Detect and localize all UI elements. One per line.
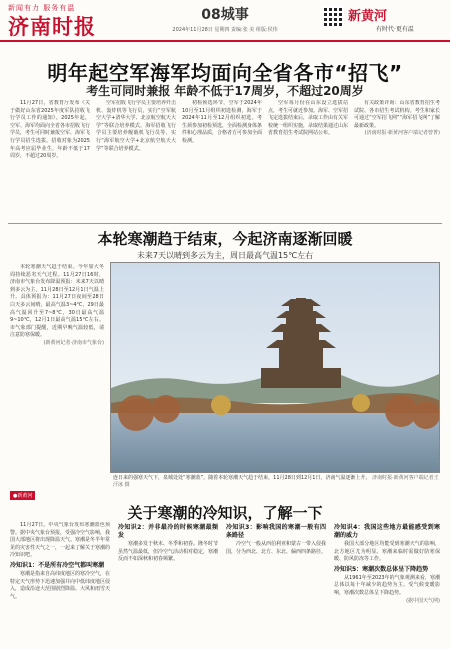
date-line: 2024年11月28日 星期四 责编:张 美 组版:侯伟: [172, 27, 278, 33]
story1-column-5: [354, 100, 440, 220]
story3-column-2: [118, 522, 218, 644]
caption-text: 连日来的强寒天气下，泉城处处“寒潮蓝”，随着本轮寒潮天气趋于结束，11月28日到12月1日，济南气温逐渐上升。: [113, 475, 371, 481]
section-title: 冷知识1：不是所有冷空气都叫寒潮: [10, 561, 105, 569]
story3-column-3: [226, 522, 326, 644]
section-text: 我国大部分地区均能受到寒潮天气的影响，北方地区尤为明显。寒潮来临时需做好防寒保暖、防风防冻等工作。: [334, 541, 440, 563]
story2-subhead: 未来7天以晴到多云为主，周日最高气温15℃左右: [136, 251, 314, 260]
story1-text: 空军招收飞行学员主要培养歼击机、轰炸机等飞行员，实行“空军航空大学+清华大学、北京航空航天大学”等联合培养模式。海军招收飞行学员主要培养舰载机飞行员等，实行“海军航空大学+北京航空航天大学”等联合培养模式。: [96, 100, 176, 152]
section-text: 从1961年至2023年的气象观测来看，寒潮总体以每十年减少的趋势为主。受气候变暖影响，寒潮次数总体呈下降趋势。: [334, 574, 440, 596]
story1-text: 有关政策详询：山东省教育招生考试院、各市招生考试机构。考生和家长可通过“空军招飞网”“海军招飞网”了解最新政策。: [354, 100, 440, 129]
story3-intro: 11月27日，中央气象台发布寒潮蓝色预警。据中央气象台预报，受强冷空气影响，我国大部地区将出现降温天气。寒潮是冬半年常见的灾害性天气之一，一起来了解关于寒潮的冷知识吧。: [10, 522, 110, 559]
story2-credit: (新黄河记者·济南市气象台): [43, 339, 104, 346]
story3-column-4: [334, 522, 440, 644]
masthead: [0, 0, 450, 42]
story3-column-1: [10, 522, 110, 644]
story1-column-2: [96, 100, 176, 220]
story3-credit: (据中国天气网): [406, 597, 440, 604]
story2-headline: 本轮寒潮趋于结束，今起济南逐渐回暖: [97, 230, 353, 248]
section-title: 冷知识3：影响我国的寒潮一般有四条路径: [226, 524, 326, 539]
story1-credit: (济南时报·新黄河客户端记者曾菁): [364, 130, 440, 137]
story1-column-4: [268, 100, 348, 220]
section-title: 冷知识5：寒潮次数总体呈下降趋势: [334, 565, 429, 573]
pagoda-lake-image: [111, 263, 440, 473]
photo-caption: [113, 475, 440, 489]
story2-body: [10, 264, 104, 478]
section-divider: [8, 223, 442, 224]
story1-headline: 明年起空军海军均面向全省各市“招飞”: [47, 61, 403, 85]
newspaper-logo: 济南时报: [8, 14, 96, 39]
story1-text: 11月27日，省教育厅发布《关于做好山东省2025年度军队招收飞行学员工作的通知》。2025年起，空军、海军均面向全省各市招收飞行学员，考生可同时兼报空军、海军飞行学员招生选拔。招收对象为2025年高考应届毕业生，年龄不低于17周岁，不超过20周岁。: [10, 100, 90, 160]
story3-headline: 关于寒潮的冷知识，了解一下: [127, 504, 323, 522]
brand-tagline: 有时代·更有温: [376, 26, 414, 33]
section-title: 冷知识4：我国这些地方最能感受到寒潮的威力: [334, 524, 440, 539]
story3-kicker: ●新黄河: [10, 491, 35, 500]
section-text: 寒潮是指来自高纬度地区的寒冷空气，在特定天气形势下迅速加强并向中低纬度地区侵入，造成沿途大范围剧烈降温、大风和雨雪天气。: [10, 570, 110, 600]
news-photo: [110, 262, 440, 473]
photo-credit: 济南时报·新黄河客户端记者王汗冰 摄: [113, 475, 439, 488]
story1-text: 空军每月份在山东设立选拔站点，考生可就近参加。海军、空军招飞定选拔结束后，录取工作由有关军校统一组织实施，录取结果通过山东省教育招生考试院网站公布。: [268, 100, 348, 137]
story1-column-3: [182, 100, 262, 220]
section-text: 寒潮多发于秋末、冬季和初春。隆冬时节虽然气温最低，但冷空气活动相对稳定，寒潮反而不如深秋和初春频繁。: [118, 541, 218, 563]
story2-text: 本轮寒潮天气趋于结束。今年加大冬周持续恶劣天气过程。11月27日16时，济南市气象台发布降温预报：未来7天以晴到多云为主，11月28日至12月1日气温上升。具体预报为：11月27日夜间至28日白天多云间晴，最高气温3~4℃，29日最高气温回升至7~8℃，30日最高气温9~10℃，12月1日最高气温15℃左右。市气象部门提醒，近期早晚气温较低，请注意防寒保暖。: [10, 264, 104, 339]
section-title: 冷知识2：并非最冷的时候寒潮最频发: [118, 524, 218, 539]
story1-column-1: [10, 100, 90, 220]
page-info: [160, 4, 290, 33]
page-label: 08城事: [201, 7, 249, 23]
masthead-slogan: 新闻有力 服务有温: [8, 4, 76, 12]
brand-logo: 新黄河: [348, 9, 388, 24]
story1-text: 初检预选环节，空军于2024年10月至11月组织初选检测，海军于2024年11月至12月组织初选。考生须参加初检预选，全面检测身体条件和心理品质，合格者方可参加全面检测。: [182, 100, 262, 144]
qr-code-icon: [322, 6, 344, 28]
story1-subhead: 考生可同时兼报 年龄不低于17周岁，不超过20周岁: [86, 84, 364, 98]
section-text: 冷空气一般从西伯利亚和蒙古一带入侵我国，分为西北、北方、东北、偏西四条路径。: [226, 541, 326, 555]
